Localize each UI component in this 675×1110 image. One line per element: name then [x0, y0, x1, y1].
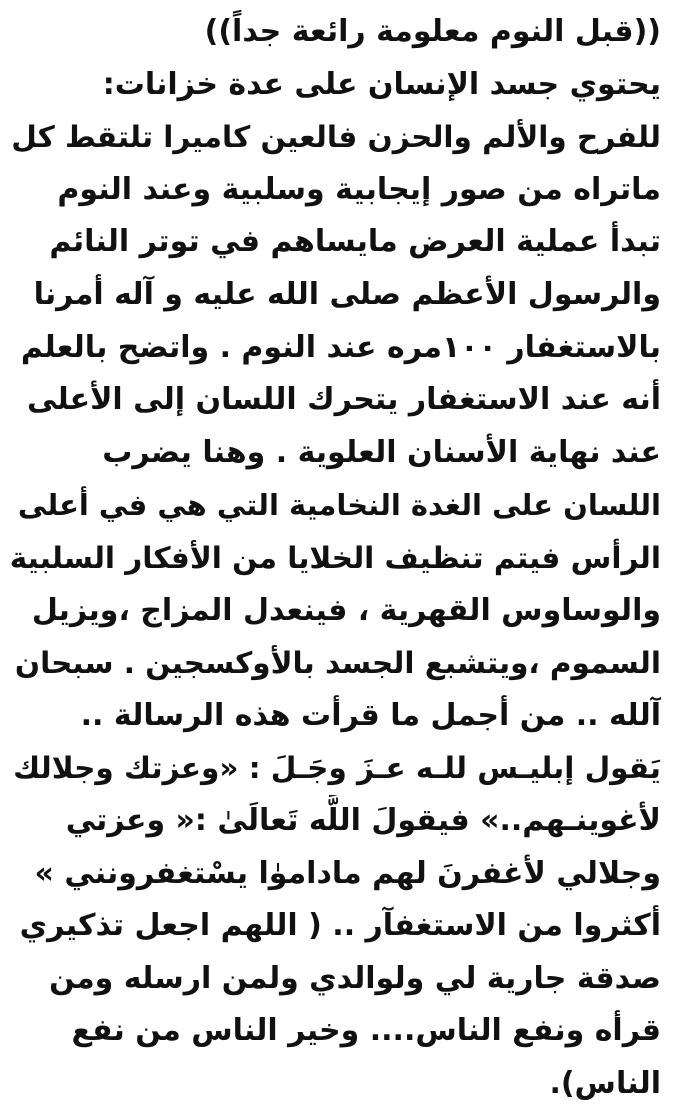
text-line-18: أكثروا من الاستغفآر .. ( اللهم اجعل تذكيري: [19, 908, 661, 944]
text-line-13: السموم ،ويتشبع الجسد بالأوكسجين . سبحان: [14, 646, 661, 681]
text-line-5: تبدأ عملية العرض مايساهم في توتر النائم: [49, 224, 661, 260]
text-line-4: ماتراه من صور إيجابية وسلبية وعند النوم: [57, 171, 661, 207]
text-line-20: قرأه ونفع الناس.... وخير الناس من نفع: [71, 1013, 661, 1049]
text-line-21: الناس).: [549, 1065, 661, 1101]
text-line-15: يَقول إبليـس للـه عـزَ وجَـلَ : «وعزتك وجلالك: [13, 751, 661, 786]
text-line-3: للفرح والألم والحزن فالعين كاميرا تلتقط كل: [11, 120, 661, 155]
text-line-12: والوساوس القهرية ، فينعدل المزاج ،ويزيل: [31, 592, 661, 628]
text-line-8: أنه عند الاستغفار يتحرك اللسان إلى الأعلى: [27, 382, 661, 418]
text-line-6: والرسول الأعظم صلى الله عليه و آله أمرنا: [33, 276, 661, 312]
text-line-11: الرأس فيتم تنظيف الخلايا من الأفكار السلبية: [9, 540, 661, 575]
text-line-14: آلله .. من أجمل ما قرأت هذه الرسالة ..: [80, 697, 661, 733]
text-line-17: وجلالي لأغفرنَ لهم ماداموٰا يسْتغفرونني »: [34, 855, 661, 891]
text-line-10: اللسان على الغدة النخامية التي هي في أعلى: [17, 488, 661, 523]
text-line-19: صدقة جارية لي ولوالدي ولمن ارسله ومن: [49, 960, 661, 996]
text-line-9: عند نهاية الأسنان العلوية . وهنا يضرب: [102, 434, 661, 470]
post-text: [8, 6, 661, 1110]
text-line-16: لأغوينـهم..» فيقولَ اللَّه تَعالَىٰ :« وعزتي: [65, 802, 661, 838]
text-line-2: يحتوي جسد الإنسان على عدة خزانات:: [102, 66, 661, 102]
title-line: ((قبل النوم معلومة رائعة جداً)): [204, 14, 661, 49]
text-line-7: بالاستغفار ١٠٠مره عند النوم . واتضح بالعلم: [20, 329, 661, 365]
